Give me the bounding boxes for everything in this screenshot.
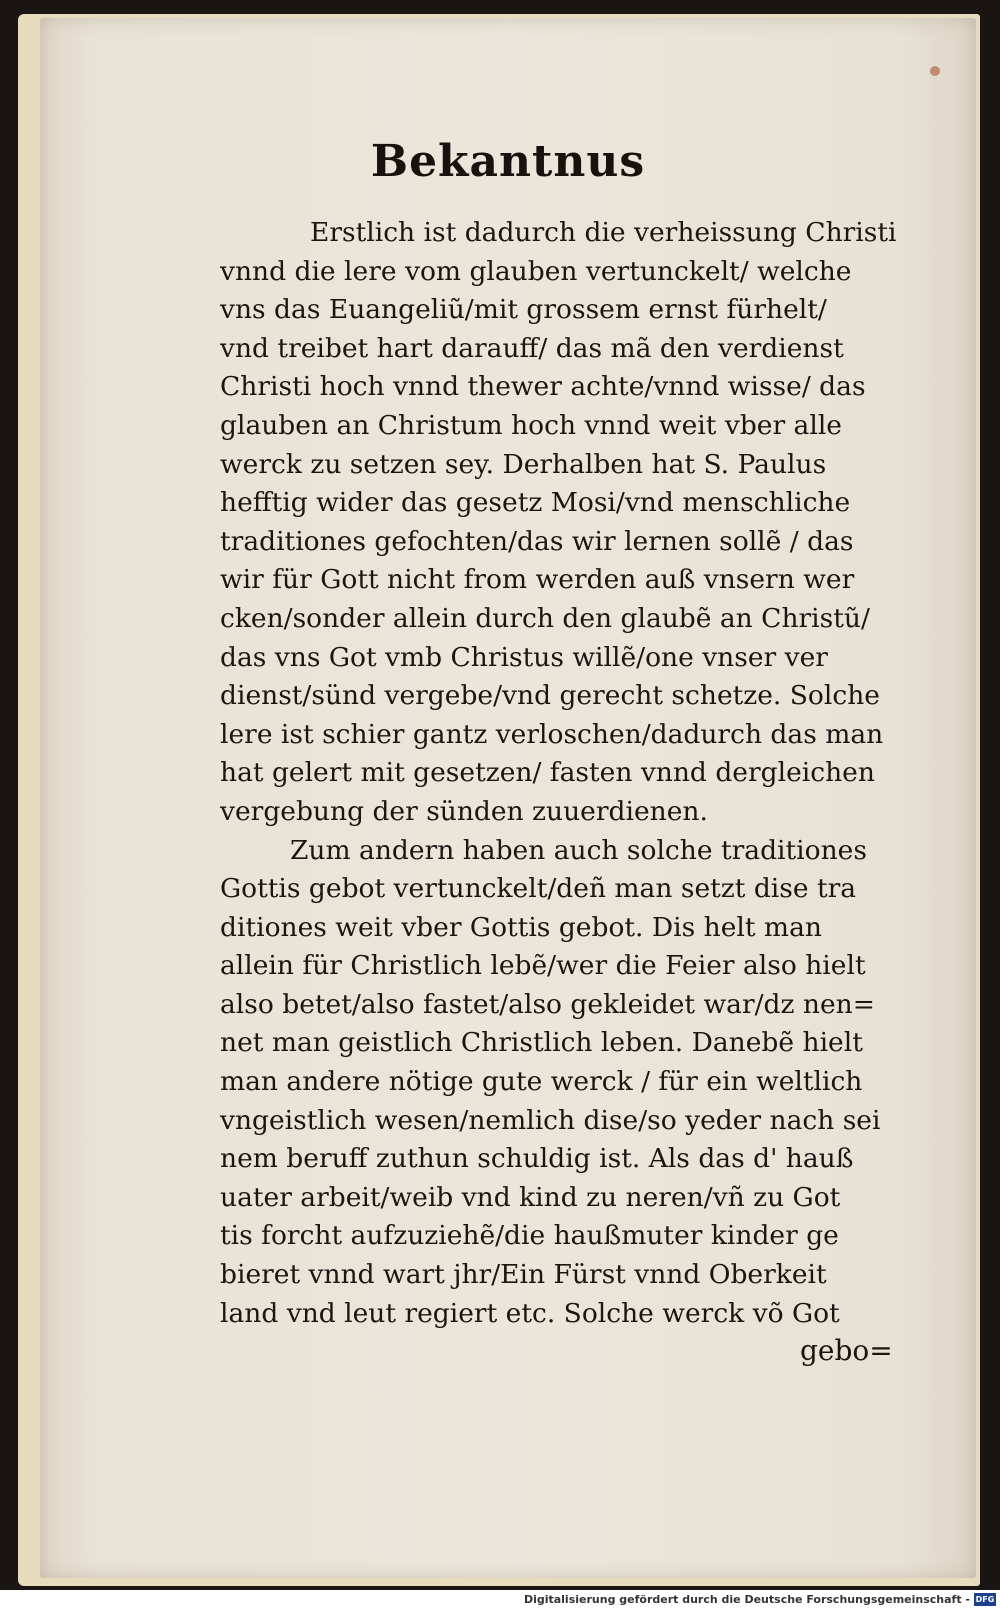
page-header: Bekantnus [370,136,646,187]
text-line: ditiones weit vber Gottis gebot. Dis helt man [220,911,822,943]
text-line: net man geistlich Christlich leben. Danebẽ hielt [220,1027,863,1059]
text-line: werck zu setzen sey. Derhalben hat S. Paulus [220,448,827,480]
text-line: wir für Gott nicht from werden auß vnsern wer [220,564,855,596]
text-line: man andere nötige gute werck / für ein weltlich [220,1066,863,1098]
text-line: Erstlich ist dadurch die verheissung Christi [310,217,897,248]
footer-credit: Digitalisierung gefördert durch die Deutsche Forschungsgemeinschaft - [523,1593,970,1606]
text-line: vnnd die lere vom glauben vertunckelt/ welche [220,255,852,287]
text-line: Christi hoch vnnd thewer achte/vnnd wisse/ das [220,371,866,403]
page-stain [930,66,940,76]
text-line: uater arbeit/weib vnd kind zu neren/vñ zu Got [220,1181,841,1213]
text-line: also betet/also fastet/also gekleidet war/dz nen= [220,988,875,1020]
text-line: vngeistlich wesen/nemlich dise/so yeder nach sei [220,1104,881,1136]
text-line: vergebung der sünden zuuerdienen. [220,795,708,827]
dfg-logo: DFG [975,1595,995,1604]
text-line: allein für Christlich lebẽ/wer die Feier also hielt [220,950,866,982]
footer-bar [0,1590,1000,1612]
text-line: vns das Euangeliũ/mit grossem ernst fürhelt/ [220,294,827,326]
catchword: gebo= [800,1334,893,1367]
text-line: cken/sonder allein durch den glaubẽ an Christũ/ [220,602,870,634]
text-line: Gottis gebot vertunckelt/deñ man setzt dise tra [220,873,857,905]
book-page [40,18,976,1578]
text-line: Zum andern haben auch solche traditiones [290,834,867,866]
text-line: hefftig wider das gesetz Mosi/vnd menschliche [220,487,851,519]
text-line: bieret vnnd wart jhr/Ein Fürst vnnd Oberkeit [220,1259,827,1291]
text-block [220,214,920,1333]
text-line: tis forcht aufzuziehẽ/die haußmuter kinder ge [220,1220,839,1252]
text-line: land vnd leut regiert etc. Solche werck võ Got [220,1297,840,1329]
text-line: das vns Got vmb Christus willẽ/one vnser ver [220,641,828,673]
text-line: nem beruff zuthun schuldig ist. Als das d' hauß [220,1143,854,1175]
text-line: lere ist schier gantz verloschen/dadurch das man [220,718,884,750]
text-line: vnd treibet hart darauff/ das mã den verdienst [220,332,844,364]
text-line: glauben an Christum hoch vnnd weit vber alle [220,409,842,441]
text-line: dienst/sünd vergebe/vnd gerecht schetze. Solche [220,680,880,712]
text-line: traditiones gefochten/das wir lernen sollẽ / das [220,525,854,557]
text-line: hat gelert mit gesetzen/ fasten vnnd dergleichen [220,757,875,789]
